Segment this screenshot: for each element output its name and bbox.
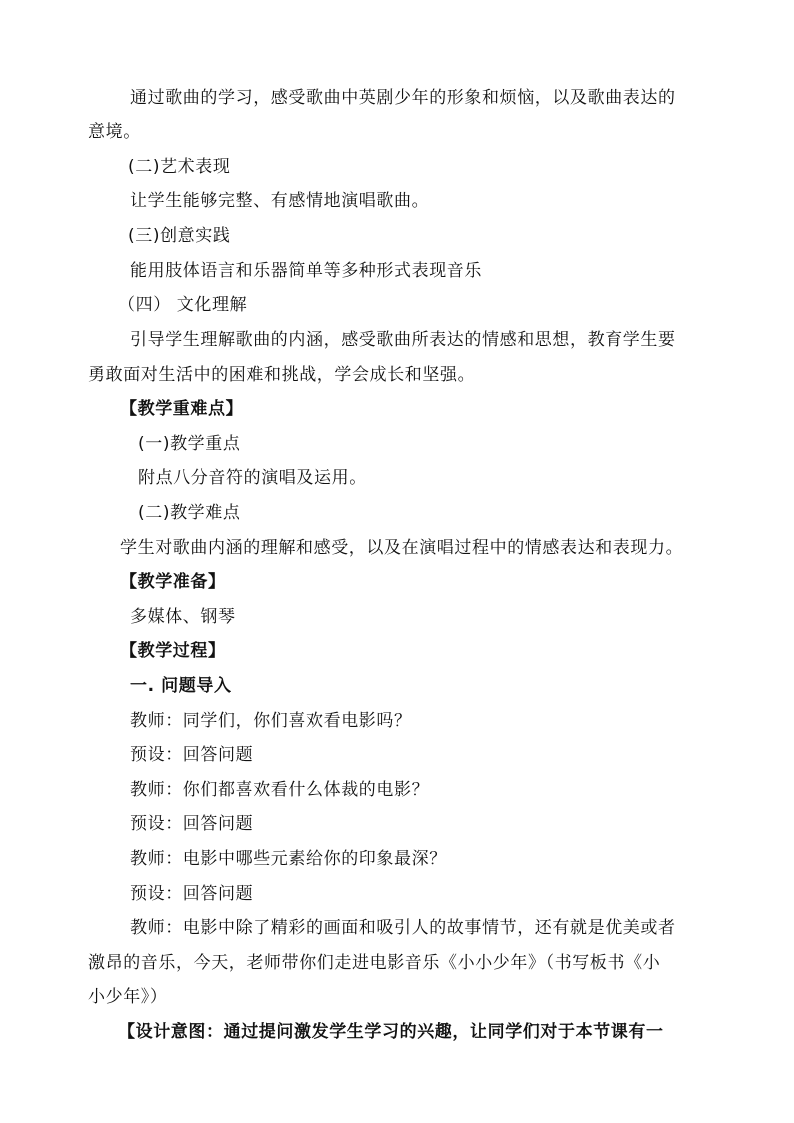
section-heading: (二)艺术表现 — [128, 157, 231, 177]
paragraph-line: 多媒体、钢琴 — [130, 607, 236, 627]
paragraph-line: 附点八分音符的演唱及运用。 — [138, 468, 367, 488]
paragraph-line: 小少年》） — [88, 987, 168, 1007]
section-heading: (三)创意实践 — [128, 226, 231, 246]
section-heading: (二)教学难点 — [138, 503, 241, 523]
bold-heading: 一. 问题导入 — [130, 676, 232, 696]
paragraph-line: 让学生能够完整、有感情地演唱歌曲。 — [130, 191, 430, 211]
section-heading: （四） 文化理解 — [118, 295, 248, 315]
paragraph-line: 引导学生理解歌曲的内涵，感受歌曲所表达的情感和思想，教育学生要 — [130, 330, 676, 350]
paragraph-line: 激昂的音乐，今天，老师带你们走进电影音乐《小小少年》（书写板书《小 — [88, 953, 661, 973]
paragraph-line: 预设：回答问题 — [130, 884, 254, 904]
paragraph-line: 教师：你们都喜欢看什么体裁的电影？ — [130, 780, 430, 800]
paragraph-line: 教师：电影中哪些元素给你的印象最深？ — [130, 849, 447, 869]
paragraph-line: 教师：同学们，你们喜欢看电影吗？ — [130, 711, 412, 731]
paragraph-line: 预设：回答问题 — [130, 814, 254, 834]
section-heading: (一)教学重点 — [138, 434, 241, 454]
paragraph-line: 勇敢面对生活中的困难和挑战，学会成长和坚强。 — [88, 365, 476, 385]
bold-heading: 【教学过程】 — [120, 641, 226, 661]
paragraph-line: 通过歌曲的学习，感受歌曲中英剧少年的形象和烦恼，以及歌曲表达的 — [130, 88, 676, 108]
paragraph-line: 教师：电影中除了精彩的画面和吸引人的故事情节，还有就是优美或者 — [130, 918, 676, 938]
bold-heading: 【教学重难点】 — [120, 399, 244, 419]
paragraph-line: 能用肢体语言和乐器简单等多种形式表现音乐 — [130, 261, 482, 281]
paragraph-line: 学生对歌曲内涵的理解和感受，以及在演唱过程中的情感表达和表现力。 — [120, 538, 684, 558]
paragraph-line: 意境。 — [88, 122, 141, 142]
paragraph-line: 预设：回答问题 — [130, 745, 254, 765]
bold-heading: 【设计意图：通过提问激发学生学习的兴趣，让同学们对于本节课有一 — [118, 1022, 664, 1042]
bold-heading: 【教学准备】 — [120, 572, 226, 592]
